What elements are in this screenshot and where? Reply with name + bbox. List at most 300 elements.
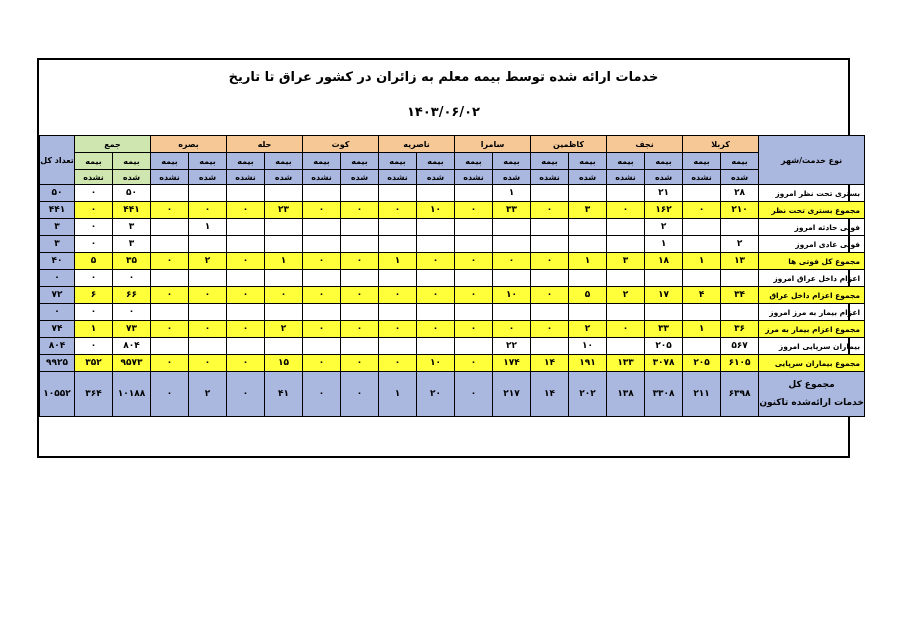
table-cell — [607, 304, 645, 321]
table-cell: ۹۵۷۳ — [113, 355, 151, 372]
table-cell — [721, 219, 759, 236]
services-table — [39, 135, 865, 417]
table-cell — [531, 270, 569, 287]
table-cell: ۲ — [189, 253, 227, 270]
city-header: حله — [227, 136, 303, 153]
table-cell: ۱ — [265, 253, 303, 270]
table-cell: ۰ — [379, 321, 417, 338]
header-row-cities — [40, 136, 865, 153]
table-row — [40, 253, 865, 270]
table-cell: ۰ — [455, 202, 493, 219]
table-cell: ۰ — [493, 253, 531, 270]
table-row — [40, 304, 865, 321]
table-cell — [189, 270, 227, 287]
table-cell — [683, 236, 721, 253]
table-cell: ۱ — [379, 253, 417, 270]
sub-header-bottom: شده — [493, 170, 531, 185]
table-cell: ۰ — [379, 355, 417, 372]
grand-total-cell: ۲ — [189, 372, 227, 417]
table-cell: ۱۰ — [493, 287, 531, 304]
table-cell: ۱۶۲ — [645, 202, 683, 219]
total-count-header: تعداد کل — [40, 136, 75, 185]
table-cell — [341, 270, 379, 287]
table-cell — [303, 219, 341, 236]
table-cell: ۰ — [151, 253, 189, 270]
table-cell: ۲۰۵ — [645, 338, 683, 355]
row-label: اعزام داخل عراق امروز — [759, 270, 865, 287]
table-cell: ۲ — [265, 321, 303, 338]
sub-header-top: بیمه — [455, 153, 493, 170]
sub-header-top: بیمه — [531, 153, 569, 170]
grand-total-cell: ۲۰۲ — [569, 372, 607, 417]
table-cell: ۱۵ — [265, 355, 303, 372]
table-cell — [493, 270, 531, 287]
table-cell: ۰ — [151, 202, 189, 219]
row-label: اعزام بیمار به مرز امروز — [759, 304, 865, 321]
table-cell: ۰ — [227, 202, 265, 219]
table-cell: ۰ — [341, 287, 379, 304]
sub-header-bottom: شده — [341, 170, 379, 185]
table-cell: ۰ — [227, 321, 265, 338]
row-total: ۰ — [40, 270, 75, 287]
grand-total-cell: ۱ — [379, 372, 417, 417]
table-body — [40, 185, 865, 417]
table-cell: ۳۵۲ — [75, 355, 113, 372]
row-total: ۷۲ — [40, 287, 75, 304]
table-cell — [379, 338, 417, 355]
table-cell — [569, 219, 607, 236]
table-cell — [417, 338, 455, 355]
table-cell: ۰ — [227, 253, 265, 270]
table-cell: ۶ — [75, 287, 113, 304]
sub-header-bottom: شده — [265, 170, 303, 185]
grand-total-value: ۱۰۵۵۲ — [40, 372, 75, 417]
table-cell — [721, 270, 759, 287]
table-cell: ۰ — [531, 287, 569, 304]
sub-header-bottom: شده — [417, 170, 455, 185]
table-cell: ۰ — [455, 253, 493, 270]
table-cell — [341, 338, 379, 355]
table-cell — [683, 338, 721, 355]
table-row — [40, 338, 865, 355]
table-cell — [607, 270, 645, 287]
table-cell: ۰ — [75, 338, 113, 355]
table-cell: ۲ — [569, 321, 607, 338]
table-cell — [683, 270, 721, 287]
table-cell: ۰ — [113, 304, 151, 321]
table-cell: ۳ — [569, 202, 607, 219]
sub-header-bottom: شده — [569, 170, 607, 185]
table-cell — [721, 304, 759, 321]
row-total: ۹۹۲۵ — [40, 355, 75, 372]
sub-header-top: بیمه — [189, 153, 227, 170]
table-cell: ۱ — [569, 253, 607, 270]
table-cell: ۳۳ — [493, 202, 531, 219]
table-cell: ۱۸ — [645, 253, 683, 270]
table-cell — [417, 304, 455, 321]
row-total: ۰ — [40, 304, 75, 321]
table-cell: ۰ — [75, 270, 113, 287]
row-total: ۷۴ — [40, 321, 75, 338]
table-cell: ۳۴ — [721, 287, 759, 304]
sub-header-top: بیمه — [151, 153, 189, 170]
table-cell: ۱۹۱ — [569, 355, 607, 372]
table-cell: ۰ — [531, 253, 569, 270]
table-cell: ۷۳ — [113, 321, 151, 338]
table-cell: ۳۰۷۸ — [645, 355, 683, 372]
grand-total-cell: ۲۱۱ — [683, 372, 721, 417]
table-cell — [303, 338, 341, 355]
grand-total-cell: ۳۶۴ — [75, 372, 113, 417]
table-cell: ۵ — [569, 287, 607, 304]
report-title: خدمات ارائه شده توسط بیمه معلم به زائران در کشور عراق تا تاریخ — [228, 70, 659, 85]
grand-total-label-line1: مجموع کل — [788, 380, 835, 390]
row-label-header: نوع خدمت/شهر — [759, 136, 865, 185]
table-cell: ۲۱۰ — [721, 202, 759, 219]
table-row — [40, 270, 865, 287]
table-cell: ۶۶ — [113, 287, 151, 304]
table-cell: ۰ — [303, 253, 341, 270]
table-cell: ۱ — [683, 321, 721, 338]
table-cell — [379, 219, 417, 236]
table-cell — [341, 185, 379, 202]
table-cell — [379, 270, 417, 287]
table-cell: ۲۰۵ — [683, 355, 721, 372]
table-cell — [227, 304, 265, 321]
grand-total-cell: ۳۳۰۸ — [645, 372, 683, 417]
report-frame — [37, 58, 864, 458]
table-cell — [341, 236, 379, 253]
table-cell: ۰ — [341, 202, 379, 219]
table-cell: ۱۳ — [721, 253, 759, 270]
table-cell: ۰ — [493, 321, 531, 338]
table-cell: ۶۱۰۵ — [721, 355, 759, 372]
sub-header-top: بیمه — [303, 153, 341, 170]
row-label: فوتی حادثه امروز — [759, 219, 865, 236]
table-cell — [303, 304, 341, 321]
sub-header-bottom: نشده — [379, 170, 417, 185]
grand-total-cell: ۰ — [151, 372, 189, 417]
table-cell: ۰ — [227, 287, 265, 304]
sub-header-bottom: نشده — [227, 170, 265, 185]
grand-total-cell: ۱۳۸ — [607, 372, 645, 417]
table-cell — [455, 185, 493, 202]
row-label: بستری تحت نظر امروز — [759, 185, 865, 202]
table-cell — [607, 236, 645, 253]
table-cell — [379, 185, 417, 202]
row-total: ۴۴۱ — [40, 202, 75, 219]
table-cell — [265, 219, 303, 236]
table-cell — [455, 236, 493, 253]
table-cell — [531, 236, 569, 253]
sub-header-bottom: شده — [189, 170, 227, 185]
table-cell — [607, 185, 645, 202]
table-cell: ۰ — [341, 355, 379, 372]
table-cell: ۰ — [189, 355, 227, 372]
sub-header-bottom: نشده — [607, 170, 645, 185]
table-cell: ۱۴ — [531, 355, 569, 372]
table-cell — [265, 270, 303, 287]
table-cell — [303, 270, 341, 287]
table-cell — [607, 338, 645, 355]
table-cell: ۰ — [303, 202, 341, 219]
table-cell: ۰ — [189, 202, 227, 219]
table-cell — [265, 236, 303, 253]
row-total: ۳ — [40, 236, 75, 253]
table-row — [40, 355, 865, 372]
table-cell: ۲۲ — [493, 338, 531, 355]
table-cell: ۳۳ — [645, 321, 683, 338]
table-cell: ۱۰ — [417, 355, 455, 372]
row-label: فوتی عادی امروز — [759, 236, 865, 253]
table-cell: ۰ — [75, 304, 113, 321]
sub-header-top: بیمه — [417, 153, 455, 170]
row-total: ۸۰۴ — [40, 338, 75, 355]
table-cell: ۰ — [341, 321, 379, 338]
table-cell: ۲ — [721, 236, 759, 253]
header-row-sub-top — [40, 153, 865, 170]
city-header: ناصریه — [379, 136, 455, 153]
city-header: کوت — [303, 136, 379, 153]
table-cell: ۱ — [493, 185, 531, 202]
table-cell: ۰ — [341, 253, 379, 270]
table-cell: ۳ — [113, 236, 151, 253]
table-cell — [151, 304, 189, 321]
table-row — [40, 236, 865, 253]
table-cell: ۱۷ — [645, 287, 683, 304]
table-cell: ۵ — [75, 253, 113, 270]
table-cell — [227, 338, 265, 355]
table-cell — [379, 236, 417, 253]
table-cell: ۰ — [417, 287, 455, 304]
table-cell: ۳۶ — [721, 321, 759, 338]
table-cell: ۱ — [75, 321, 113, 338]
table-cell — [493, 219, 531, 236]
grand-total-cell: ۱۰۱۸۸ — [113, 372, 151, 417]
sub-header-top: بیمه — [645, 153, 683, 170]
table-cell: ۰ — [607, 202, 645, 219]
table-cell: ۲۸ — [721, 185, 759, 202]
table-cell — [455, 270, 493, 287]
table-cell — [607, 219, 645, 236]
table-cell: ۰ — [265, 287, 303, 304]
table-cell: ۰ — [455, 287, 493, 304]
table-cell — [227, 236, 265, 253]
sub-header-top: بیمه — [227, 153, 265, 170]
table-cell — [265, 304, 303, 321]
grand-total-cell: ۰ — [303, 372, 341, 417]
grand-total-cell: ۴۱ — [265, 372, 303, 417]
row-label: مجموع اعزام داخل عراق — [759, 287, 865, 304]
table-cell — [151, 236, 189, 253]
grand-total-label-line2: خدمات ارائه‌شده تاکنون — [759, 398, 864, 408]
sub-header-top: بیمه — [607, 153, 645, 170]
grand-total-cell: ۲۱۷ — [493, 372, 531, 417]
table-cell — [417, 219, 455, 236]
table-cell: ۰ — [379, 202, 417, 219]
city-header: سامرا — [455, 136, 531, 153]
table-cell: ۵۶۷ — [721, 338, 759, 355]
table-cell: ۲۱ — [645, 185, 683, 202]
table-cell — [303, 185, 341, 202]
table-cell — [569, 270, 607, 287]
table-cell — [265, 185, 303, 202]
report-date: ۱۴۰۳/۰۶/۰۲ — [407, 105, 480, 120]
sum-header: جمع — [75, 136, 151, 153]
sub-header-bottom: شده — [113, 170, 151, 185]
sub-header-top: بیمه — [265, 153, 303, 170]
table-cell — [189, 338, 227, 355]
row-label: مجموع کل فوتی ها — [759, 253, 865, 270]
sub-header-bottom: نشده — [455, 170, 493, 185]
table-cell — [531, 304, 569, 321]
row-label: مجموع بستری تحت نظر — [759, 202, 865, 219]
table-cell — [531, 338, 569, 355]
table-cell: ۰ — [303, 355, 341, 372]
city-header: کربلا — [683, 136, 759, 153]
table-cell: ۳ — [113, 219, 151, 236]
table-cell — [569, 185, 607, 202]
table-cell: ۱۳۳ — [607, 355, 645, 372]
table-row — [40, 219, 865, 236]
table-cell — [683, 219, 721, 236]
table-cell: ۴۴۱ — [113, 202, 151, 219]
sub-header-top: بیمه — [341, 153, 379, 170]
table-row — [40, 202, 865, 219]
table-cell: ۱۰ — [569, 338, 607, 355]
table-cell: ۰ — [75, 219, 113, 236]
table-cell: ۰ — [455, 355, 493, 372]
table-cell — [227, 219, 265, 236]
table-cell — [189, 185, 227, 202]
sub-header-bottom: نشده — [531, 170, 569, 185]
table-cell: ۰ — [189, 321, 227, 338]
table-cell — [683, 304, 721, 321]
table-cell — [493, 236, 531, 253]
sub-header-top: بیمه — [379, 153, 417, 170]
table-cell — [531, 185, 569, 202]
table-row — [40, 287, 865, 304]
table-cell: ۰ — [227, 355, 265, 372]
table-cell — [645, 270, 683, 287]
city-header: نجف — [607, 136, 683, 153]
sub-header-bottom: شده — [645, 170, 683, 185]
header-row-sub-bottom — [40, 170, 865, 185]
sub-header-top: بیمه — [75, 153, 113, 170]
sub-header-top: بیمه — [683, 153, 721, 170]
table-cell: ۰ — [151, 355, 189, 372]
table-cell — [455, 219, 493, 236]
city-header: بصره — [151, 136, 227, 153]
row-total: ۳ — [40, 219, 75, 236]
table-cell — [341, 219, 379, 236]
sub-header-bottom: نشده — [303, 170, 341, 185]
table-cell: ۳ — [607, 253, 645, 270]
table-row — [40, 321, 865, 338]
table-cell — [417, 236, 455, 253]
table-cell: ۰ — [303, 287, 341, 304]
table-cell — [227, 270, 265, 287]
sub-header-top: بیمه — [721, 153, 759, 170]
grand-total-cell: ۰ — [227, 372, 265, 417]
table-cell: ۱۰ — [417, 202, 455, 219]
table-cell: ۰ — [531, 321, 569, 338]
table-cell: ۰ — [75, 236, 113, 253]
sub-header-top: بیمه — [569, 153, 607, 170]
table-cell: ۴ — [683, 287, 721, 304]
table-cell: ۲ — [645, 219, 683, 236]
grand-total-cell: ۰ — [341, 372, 379, 417]
row-total: ۴۰ — [40, 253, 75, 270]
table-cell — [341, 304, 379, 321]
grand-total-cell: ۱۴ — [531, 372, 569, 417]
row-label: بیماران سرپایی امروز — [759, 338, 865, 355]
table-cell: ۰ — [75, 185, 113, 202]
table-cell: ۸۰۴ — [113, 338, 151, 355]
table-cell: ۰ — [151, 321, 189, 338]
table-cell — [645, 304, 683, 321]
table-cell: ۰ — [417, 321, 455, 338]
table-cell — [569, 304, 607, 321]
table-cell — [227, 185, 265, 202]
table-cell — [417, 185, 455, 202]
row-total: ۵۰ — [40, 185, 75, 202]
table-cell: ۰ — [455, 321, 493, 338]
table-cell — [189, 236, 227, 253]
table-cell: ۰ — [417, 253, 455, 270]
table-cell: ۲۳ — [265, 202, 303, 219]
table-cell — [151, 270, 189, 287]
table-cell: ۰ — [607, 321, 645, 338]
table-cell — [189, 304, 227, 321]
grand-total-cell: ۰ — [455, 372, 493, 417]
sub-header-bottom: نشده — [75, 170, 113, 185]
table-cell — [531, 219, 569, 236]
table-cell — [455, 304, 493, 321]
table-cell: ۰ — [379, 287, 417, 304]
grand-total-cell: ۲۰ — [417, 372, 455, 417]
table-cell: ۰ — [151, 287, 189, 304]
table-cell: ۱ — [645, 236, 683, 253]
grand-total-row — [40, 372, 865, 417]
table-cell: ۰ — [303, 321, 341, 338]
table-cell — [455, 338, 493, 355]
table-cell — [379, 304, 417, 321]
sub-header-bottom: نشده — [683, 170, 721, 185]
table-cell — [151, 185, 189, 202]
table-cell: ۰ — [113, 270, 151, 287]
table-cell: ۰ — [683, 202, 721, 219]
table-cell: ۲ — [607, 287, 645, 304]
row-label: مجموع اعزام بیمار به مرز — [759, 321, 865, 338]
table-cell: ۵۰ — [113, 185, 151, 202]
table-cell — [569, 236, 607, 253]
table-cell — [493, 304, 531, 321]
table-cell: ۰ — [189, 287, 227, 304]
table-cell: ۱ — [683, 253, 721, 270]
table-cell — [151, 338, 189, 355]
table-row — [40, 185, 865, 202]
table-cell: ۳۵ — [113, 253, 151, 270]
table-cell — [303, 236, 341, 253]
table-cell: ۱۷۴ — [493, 355, 531, 372]
row-label: مجموع بیماران سرپایی — [759, 355, 865, 372]
sub-header-bottom: نشده — [151, 170, 189, 185]
table-cell — [151, 219, 189, 236]
table-cell — [417, 270, 455, 287]
grand-total-label — [759, 372, 865, 417]
sub-header-bottom: شده — [721, 170, 759, 185]
